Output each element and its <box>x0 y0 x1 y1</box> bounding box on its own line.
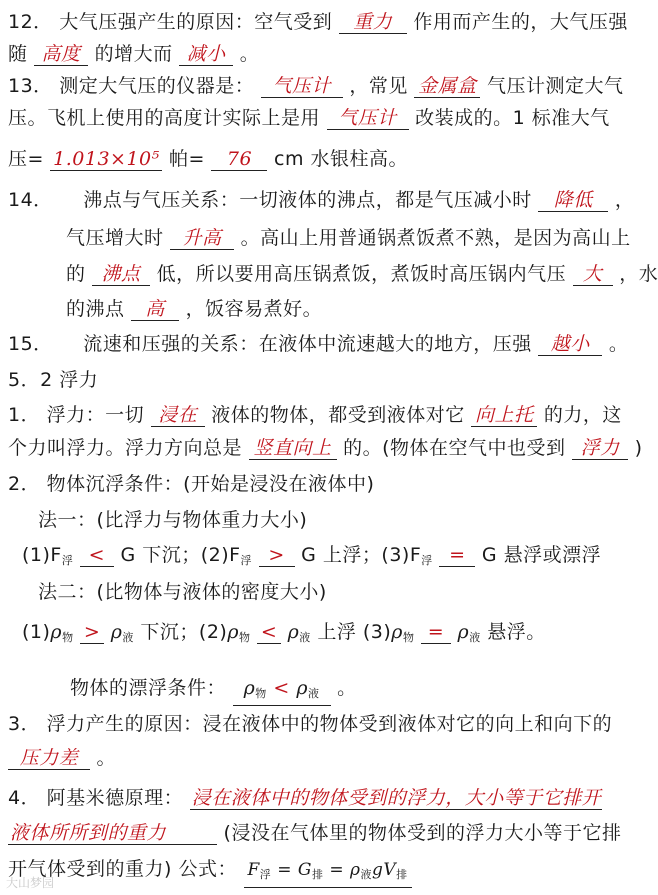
item-14-line-2 <box>66 226 631 250</box>
answer-blank: 气压计 <box>261 75 343 98</box>
text: G 上浮；(3)F <box>301 544 422 566</box>
item-13-line-3 <box>8 147 408 171</box>
text: 阿基米德原理： <box>46 787 184 809</box>
item-12-line-1 <box>8 10 628 34</box>
subscript: 浮 <box>61 554 74 567</box>
subscript: 物 <box>402 631 415 644</box>
item-number: 4． <box>8 787 41 809</box>
answer-blank: 金属盒 <box>414 75 480 98</box>
text: 大气压强产生的原因：空气受到 <box>59 11 333 33</box>
archimedes-formula <box>244 858 412 888</box>
answer-blank: < <box>80 544 114 567</box>
rho-symbol: ρ <box>227 621 239 643</box>
answer-blank: 升高 <box>170 227 234 250</box>
method-1-heading <box>38 508 307 532</box>
buoyancy-2-heading <box>8 472 374 496</box>
answer-blank: < <box>257 621 281 644</box>
text: 。高山上用普通锅煮饭煮不熟，是因为高山上 <box>240 227 631 249</box>
answer-blank: 竖直向上 <box>249 437 337 460</box>
answer-blank: = <box>421 621 451 644</box>
rho-symbol: ρ <box>243 677 256 699</box>
text: 压。飞机上使用的高度计实际上是用 <box>8 107 321 129</box>
floating-formula-blank <box>233 677 331 706</box>
text: 上浮 (3) <box>317 621 392 643</box>
buoyancy-4-line-2 <box>8 821 621 845</box>
text: 浮力：一切 <box>46 404 145 426</box>
text: 浮力产生的原因：浸在液体中的物体受到液体对它的向上和向下的 <box>46 713 613 735</box>
rho-symbol: ρ <box>110 621 123 643</box>
buoyancy-4-line-1 <box>8 786 602 810</box>
text: 气压计测定大气 <box>486 75 624 97</box>
answer-blank: = <box>439 544 475 567</box>
text: 物体的漂浮条件： <box>70 677 227 699</box>
answer-blank: 浸在 <box>151 404 205 427</box>
text: 气压增大时 <box>66 227 164 249</box>
text: 帕= <box>169 148 205 170</box>
text: 的力，这 <box>543 404 622 426</box>
rho-symbol: ρ <box>287 621 300 643</box>
text: 。 <box>96 747 117 769</box>
text: 压= <box>8 148 44 170</box>
text: 流速和压强的关系：在液体中流速越大的地方，压强 <box>83 333 532 355</box>
item-number: 3． <box>8 713 41 735</box>
item-12-line-2 <box>8 42 259 66</box>
buoyancy-3-line-2 <box>8 746 116 770</box>
text: 的增大而 <box>94 43 173 65</box>
answer-blank: 高 <box>131 298 179 321</box>
text: G 下沉；(2)F <box>120 544 241 566</box>
answer-blank: 压力差 <box>8 747 90 770</box>
answer-blank: 气压计 <box>327 107 409 130</box>
text: 的 <box>66 263 86 285</box>
item-number: 2． <box>8 473 41 495</box>
subscript: 液 <box>360 868 372 881</box>
watermark: 大山梦园 <box>6 876 55 890</box>
section-heading <box>8 368 98 392</box>
answer-blank: 重力 <box>339 11 407 34</box>
subscript: 排 <box>396 868 408 881</box>
answer-blank: 液体所所到的重力 <box>8 822 217 845</box>
text: 低，所以要用高压锅煮饭，煮饭时高压锅内气压 <box>156 263 567 285</box>
formula-part: gV <box>371 860 397 880</box>
text: 的。(物体在空气中也受到 <box>343 437 566 459</box>
section-title: 5．2 浮力 <box>8 369 99 391</box>
subscript: 浮 <box>240 554 253 567</box>
floating-condition <box>70 676 357 706</box>
item-number: 1． <box>8 404 41 426</box>
text: (1) <box>22 621 51 643</box>
text: 沸点与气压关系：一切液体的沸点，都是气压减小时 <box>83 189 532 211</box>
text: 悬浮。 <box>487 621 546 643</box>
subscript: 液 <box>122 631 134 644</box>
answer-blank: 沸点 <box>92 263 150 286</box>
text: 下沉；(2) <box>140 621 228 643</box>
text: 随 <box>8 43 28 65</box>
subscript: 液 <box>469 631 481 644</box>
subscript: 排 <box>311 868 324 881</box>
subscript: 液 <box>299 631 311 644</box>
rho-symbol: ρ <box>391 621 403 643</box>
subscript: 液 <box>307 687 320 700</box>
text: 液体的物体，都受到液体对它 <box>211 404 465 426</box>
rho-symbol: ρ <box>296 677 308 699</box>
text: 开气体受到的重力) 公式： <box>8 858 237 880</box>
item-number: 15． <box>8 333 53 355</box>
item-14-line-3 <box>66 262 658 286</box>
text: 个力叫浮力。浮力方向总是 <box>8 437 243 459</box>
text: 测定大气压的仪器是： <box>59 75 255 97</box>
subscript: 浮 <box>259 868 272 881</box>
text: ， <box>614 189 635 211</box>
subscript: 物 <box>62 631 74 644</box>
method-2-heading <box>38 580 327 604</box>
formula-part: = ρ <box>323 860 361 880</box>
text: 。 <box>337 677 357 699</box>
answer-symbol: < <box>273 677 290 699</box>
text: 的沸点 <box>66 298 125 320</box>
subscript: 物 <box>255 687 267 700</box>
text: G 悬浮或漂浮 <box>481 544 602 566</box>
answer-blank: 浮力 <box>572 437 628 460</box>
answer-blank: 1.013×10⁵ <box>50 148 162 171</box>
answer-blank: 降低 <box>538 189 608 212</box>
answer-blank: 浸在液体中的物体受到的浮力，大小等于它排开 <box>191 787 602 809</box>
item-number: 14． <box>8 189 53 211</box>
text: (1)F <box>22 544 62 566</box>
buoyancy-1-line-1 <box>8 403 622 427</box>
item-13-line-1 <box>8 74 623 98</box>
answer-blank: 高度 <box>34 43 88 66</box>
text: (浸没在气体里的物体受到的浮力大小等于它排 <box>223 822 622 844</box>
text: 法一：(比浮力与物体重力大小) <box>38 509 308 531</box>
answer-blank: > <box>80 621 104 644</box>
text: cm 水银柱高。 <box>274 148 409 170</box>
item-15-line <box>8 332 628 356</box>
item-number: 13． <box>8 75 53 97</box>
text: ) <box>634 437 643 459</box>
answer-blank: 减小 <box>179 43 233 66</box>
text: 改装成的。1 标准大气 <box>415 107 610 129</box>
text: ，水 <box>619 263 658 285</box>
item-13-line-2 <box>8 106 610 130</box>
text: ，饭容易煮好。 <box>185 298 323 320</box>
text: ，常见 <box>349 75 408 97</box>
text: 物体沉浮条件：(开始是浸没在液体中) <box>46 473 375 495</box>
rho-symbol: ρ <box>50 621 63 643</box>
buoyancy-1-line-2 <box>8 436 643 460</box>
method-2-conditions <box>22 620 546 650</box>
buoyancy-3-line-1 <box>8 712 612 736</box>
formula-part: = G <box>271 860 312 880</box>
item-14-line-4 <box>66 297 322 321</box>
text: 。 <box>239 43 260 65</box>
answer-blank: 大 <box>573 263 613 286</box>
text: 法二：(比物体与液体的密度大小) <box>38 581 327 603</box>
formula-part: F <box>247 860 260 880</box>
subscript: 物 <box>239 631 251 644</box>
answer-blank: 76 <box>211 148 267 171</box>
item-14-line-1 <box>8 188 634 212</box>
text: 作用而产生的，大气压强 <box>413 11 628 33</box>
buoyancy-4-line-3 <box>8 857 412 888</box>
answer-blank: 越小 <box>538 333 602 356</box>
answer-blank: 向上托 <box>471 404 537 427</box>
method-1-conditions <box>22 543 601 573</box>
answer-blank: > <box>259 544 295 567</box>
text: 。 <box>608 333 629 355</box>
rho-symbol: ρ <box>457 621 470 643</box>
item-number: 12． <box>8 11 53 33</box>
subscript: 浮 <box>421 554 433 567</box>
